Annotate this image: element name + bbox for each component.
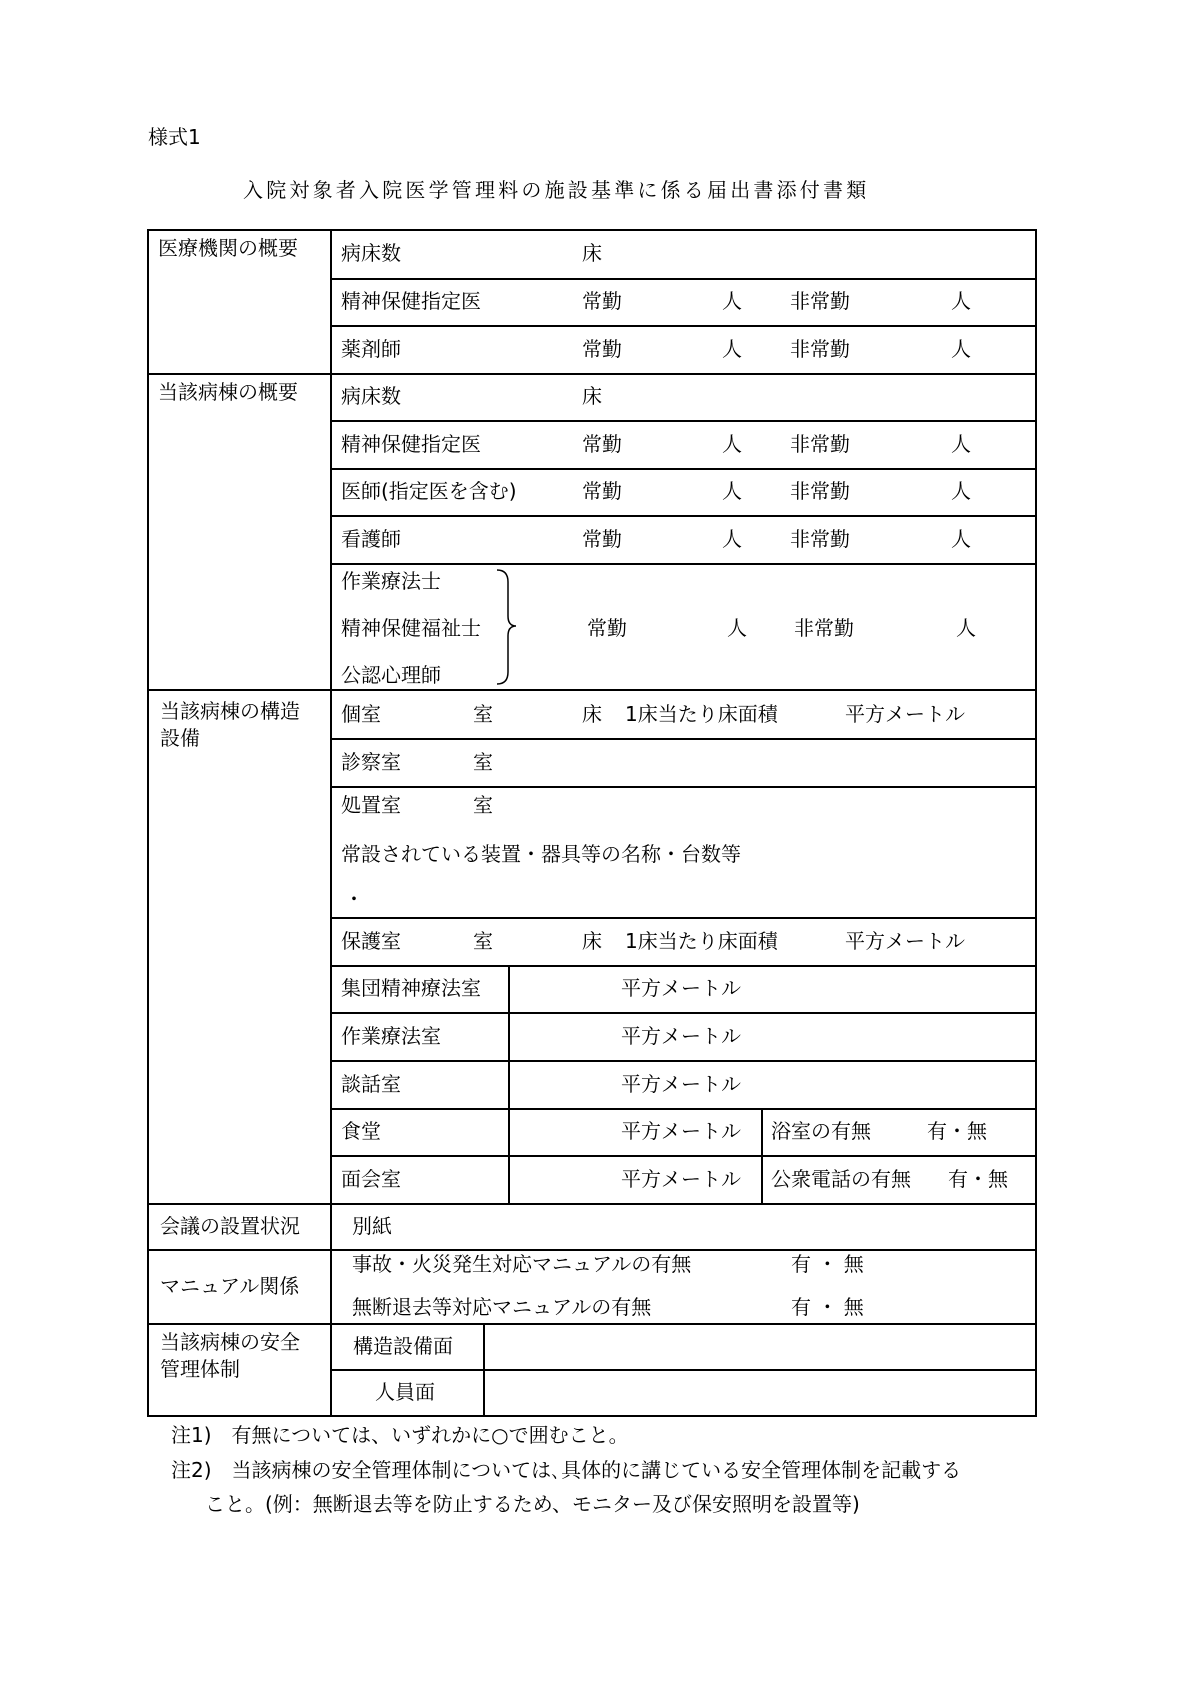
unit-person: 人 [951, 479, 971, 503]
table-rule [761, 1108, 763, 1205]
row-label: 集団精神療法室 [341, 976, 481, 1000]
unit-person: 人 [951, 432, 971, 456]
per-bed-area-label: 1床当たり床面積 [625, 929, 778, 953]
section-label-structure: 当該病棟の構造 [160, 699, 300, 723]
unit-person: 人 [951, 289, 971, 313]
table-rule [147, 373, 1036, 375]
note-2: 注2) 当該病棟の安全管理体制については､具体的に講じている安全管理体制を記載する [171, 1458, 962, 1482]
unit-person: 人 [727, 616, 747, 640]
table-rule [330, 420, 1036, 422]
row-label: 病床数 [341, 384, 401, 408]
parttime-label: 非常勤 [790, 527, 850, 551]
fulltime-label: 常勤 [582, 432, 622, 456]
unit-bed: 床 [582, 241, 602, 265]
table-rule [147, 1249, 1036, 1251]
table-rule [147, 229, 1036, 231]
row-label: 個室 [341, 702, 381, 726]
parttime-label: 非常勤 [790, 479, 850, 503]
table-rule [147, 229, 149, 1417]
form-number: 様式1 [148, 125, 201, 149]
table-rule [330, 325, 1036, 327]
bullet: ・ [344, 887, 364, 911]
unit-person: 人 [722, 432, 742, 456]
unit-person: 人 [722, 289, 742, 313]
unit-sqm: 平方メートル [621, 1024, 741, 1048]
row-label: 精神保健指定医 [341, 289, 481, 313]
unit-sqm: 平方メートル [621, 1072, 741, 1096]
row-label: 診察室 [341, 750, 401, 774]
row-label: 作業療法室 [341, 1024, 441, 1048]
meeting-value: 別紙 [352, 1214, 392, 1238]
table-rule [330, 563, 1036, 565]
unit-bed: 床 [582, 929, 602, 953]
page-title: 入院対象者入院医学管理料の施設基準に係る届出書添付書類 [243, 178, 870, 202]
unit-sqm: 平方メートル [621, 1119, 741, 1143]
brace-icon [494, 568, 520, 686]
row-label: 談話室 [341, 1072, 401, 1096]
yes-no-choice[interactable]: 有 ・ 無 [791, 1295, 864, 1319]
parttime-label: 非常勤 [790, 289, 850, 313]
row-label: 食堂 [341, 1119, 381, 1143]
row-label: 薬剤師 [341, 337, 401, 361]
unit-bed: 床 [582, 384, 602, 408]
section-label-structure-2: 設備 [160, 726, 200, 750]
unit-person: 人 [722, 337, 742, 361]
unit-person: 人 [951, 527, 971, 551]
yes-no-choice[interactable]: 有 ・ 無 [791, 1252, 864, 1276]
row-label: 病床数 [341, 241, 401, 265]
unit-room: 室 [473, 929, 493, 953]
unit-bed: 床 [582, 702, 602, 726]
row-label: 精神保健福祉士 [341, 616, 481, 640]
table-rule [330, 1155, 1036, 1157]
section-label-meeting: 会議の設置状況 [160, 1214, 300, 1238]
unit-sqm: 平方メートル [621, 976, 741, 1000]
row-label: 処置室 [341, 793, 401, 817]
structure-safety-field[interactable] [485, 1325, 1033, 1367]
fulltime-label: 常勤 [582, 289, 622, 313]
note-1: 注1) 有無については、いずれかに○で囲むこと。 [171, 1423, 629, 1447]
table-rule [330, 229, 332, 1417]
parttime-label: 非常勤 [790, 337, 850, 361]
unit-room: 室 [473, 702, 493, 726]
parttime-label: 非常勤 [790, 432, 850, 456]
table-rule [330, 515, 1036, 517]
bath-label: 浴室の有無 [771, 1119, 871, 1143]
table-rule [330, 278, 1036, 280]
section-label-manual: マニュアル関係 [160, 1274, 300, 1298]
unit-person: 人 [956, 616, 976, 640]
row-label: 人員面 [375, 1380, 435, 1404]
unit-sqm: 平方メートル [845, 702, 965, 726]
row-label: 公認心理師 [341, 663, 441, 687]
unit-person: 人 [722, 479, 742, 503]
yes-no-choice[interactable]: 有・無 [927, 1119, 987, 1143]
row-label: 構造設備面 [353, 1334, 453, 1358]
table-rule [330, 1012, 1036, 1014]
yes-no-choice[interactable]: 有・無 [948, 1167, 1008, 1191]
table-rule [147, 1415, 1036, 1417]
fulltime-label: 常勤 [582, 527, 622, 551]
table-rule [330, 468, 1036, 470]
table-rule [330, 917, 1036, 919]
unit-sqm: 平方メートル [845, 929, 965, 953]
parttime-label: 非常勤 [794, 616, 854, 640]
table-rule [147, 1203, 1036, 1205]
fulltime-label: 常勤 [587, 616, 627, 640]
table-rule [330, 738, 1036, 740]
table-rule [330, 1108, 1036, 1110]
table-rule [147, 689, 1036, 691]
row-label: 保護室 [341, 929, 401, 953]
table-rule [1035, 229, 1037, 1417]
unit-sqm: 平方メートル [621, 1167, 741, 1191]
per-bed-area-label: 1床当たり床面積 [625, 702, 778, 726]
table-rule [330, 1060, 1036, 1062]
note-2-continued: こと。(例：無断退去等を防止するため、モニター及び保安照明を設置等) [205, 1492, 860, 1516]
table-rule [330, 786, 1036, 788]
unit-person: 人 [951, 337, 971, 361]
table-rule [330, 965, 1036, 967]
public-phone-label: 公衆電話の有無 [771, 1167, 911, 1191]
section-label-safety: 当該病棟の安全 [160, 1330, 300, 1354]
table-rule [508, 965, 510, 1205]
equipment-note: 常設されている装置・器具等の名称・台数等 [341, 842, 741, 866]
row-label: 面会室 [341, 1167, 401, 1191]
section-label-ward: 当該病棟の概要 [158, 380, 298, 404]
section-label-safety-2: 管理体制 [160, 1357, 240, 1381]
manual-item: 事故・火災発生対応マニュアルの有無 [352, 1252, 692, 1276]
row-label: 作業療法士 [341, 569, 441, 593]
section-label-facility: 医療機関の概要 [158, 236, 298, 260]
unit-person: 人 [722, 527, 742, 551]
row-label: 看護師 [341, 527, 401, 551]
unit-room: 室 [473, 793, 493, 817]
manual-item: 無断退去等対応マニュアルの有無 [352, 1295, 652, 1319]
unit-room: 室 [473, 750, 493, 774]
fulltime-label: 常勤 [582, 479, 622, 503]
row-label: 精神保健指定医 [341, 432, 481, 456]
fulltime-label: 常勤 [582, 337, 622, 361]
staff-safety-field[interactable] [485, 1371, 1033, 1413]
row-label: 医師(指定医を含む) [341, 479, 517, 503]
